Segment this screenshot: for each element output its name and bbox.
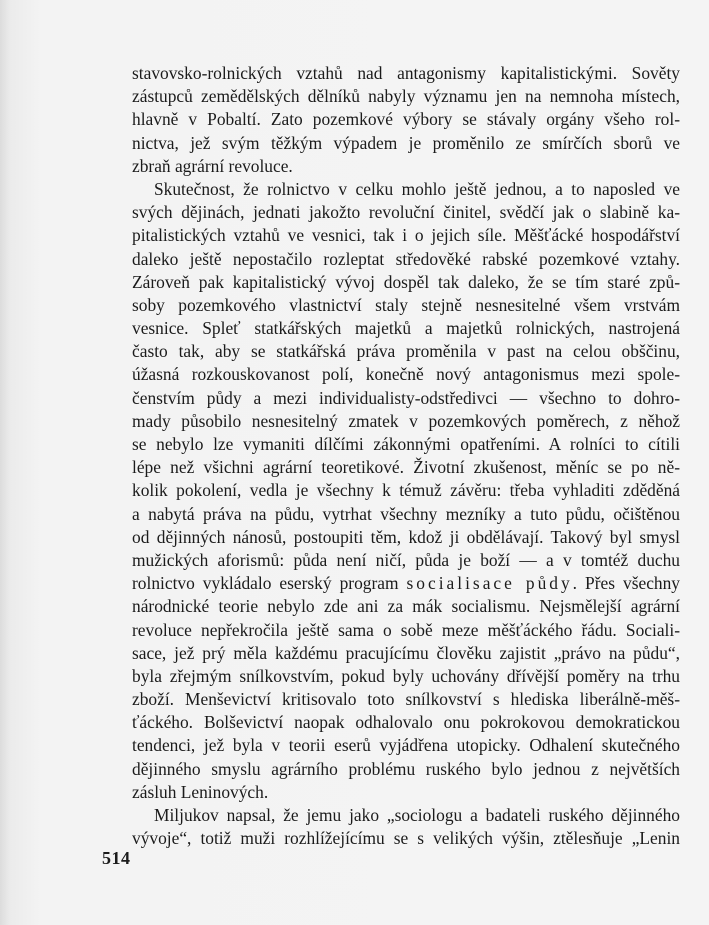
text-line: tendenci, jež byla v teorii eserů vyjádřena utopicky. Odhalení skutečného xyxy=(132,735,680,756)
text-line: a nabytá práva na půdu, vytrhat všechny mezníky a tuto půdu, očištěnou xyxy=(132,503,680,524)
emphasized-term: socialisace půdy xyxy=(406,573,573,594)
text-line: daleko ještě nepostačilo rozleptat středověké rabské pozemkové vztahy. xyxy=(132,248,680,269)
text-line: zboží. Menševictví kritisovalo toto snílkovství s hlediska liberálně-měš- xyxy=(132,689,680,710)
body-text xyxy=(132,62,680,850)
paragraph-2 xyxy=(132,178,680,804)
text-line: sace, jež prý měla každému pracujícímu člověku zajistit „právo na půdu“, xyxy=(132,642,680,663)
paragraph-3 xyxy=(132,804,680,850)
text-line: revoluce nepřekročila ještě sama o sobě meze měšťáckého řádu. Sociali- xyxy=(132,619,680,640)
text-line: úžasná rozkouskovanost polí, konečně nový antagonismus mezi spole- xyxy=(132,364,680,385)
text-line: se nebylo lze vymaniti dílčími zákonnými opatřeními. A rolníci to cítili xyxy=(132,434,680,454)
text-line: Miljukov napsal, že jemu jako „sociologu a badateli ruského dějinného xyxy=(154,805,680,825)
text-line: nictva, jež svým těžkým výpadem je proměnilo ze smírčích sborů ve xyxy=(132,132,680,153)
page-number: 514 xyxy=(102,848,131,868)
text-line: zásluh Leninových. xyxy=(132,781,269,802)
text-line: Zároveň pak kapitalistický vývoj dospěl tak daleko, že se tím staré způ- xyxy=(132,271,680,292)
text-line: zástupců zemědělských dělníků nabyly významu jen na nemnoha místech, xyxy=(132,86,680,107)
text-line: Skutečnost, že rolnictvo v celku mohlo ještě jednou, a to naposled ve xyxy=(154,178,680,199)
text-line: stavovsko-rolnických vztahů nad antagonismy kapitalistickými. Sověty xyxy=(132,63,680,83)
text-line: vesnice. Spleť statkářských majetků a majetků rolnických, nastrojená xyxy=(132,318,680,339)
text-line: hlavně v Pobaltí. Zato pozemkové výbory se stávaly orgány všeho rol- xyxy=(132,109,680,130)
text-line: soby pozemkového vlastnictví staly stejně nesnesitelné všem vrstvám xyxy=(132,294,680,315)
text-line: pitalistických vztahů ve vesnici, tak i o jejich síle. Měšťácké hospodářství xyxy=(132,225,680,246)
text-line: svých dějinách, jednati jakožto revoluční činitel, svědčí jak o slabině ka- xyxy=(132,202,680,223)
text-line: zbraň agrární revoluce. xyxy=(132,155,293,176)
text-line: národnické teorie nebylo zde ani za mák socialismu. Nejsmělejší agrární xyxy=(132,596,680,617)
text-line: dějinného smyslu agrárního problému ruského bylo jednou z největších xyxy=(132,758,680,779)
text-line: vývoje“, totiž muži rozhlížejícímu se s velikých výšin, ztělesňuje „Lenin xyxy=(132,828,680,849)
paragraph-1 xyxy=(132,62,680,178)
text-line: čenstvím půdy a mezi individualisty-odstředivci — všechno to dohro- xyxy=(132,387,680,408)
text-line: často tak, aby se statkářská práva proměnila v past na celou obščinu, xyxy=(132,341,680,362)
text-line: lépe než všichni agrární teoretikové. Životní zkušenost, měníc se po ně- xyxy=(132,457,680,478)
text-line: ťáckého. Bolševictví naopak odhalovalo onu pokrokovou demokratickou xyxy=(132,712,680,733)
text-line: mady působilo nesnesitelný zmatek v pozemkových poměrech, z něhož xyxy=(132,410,680,431)
text-line-spaced-term: rolnictvo vykládalo eserský program socialisace půdy. Přes všechny xyxy=(132,573,681,594)
text-line: byla zřejmým snílkovstvím, pokud byly uchovány dřívější poměry na trhu xyxy=(132,665,680,686)
text-line: mužických aforismů: půda není ničí, půda je boží — a v tomtéž duchu xyxy=(132,549,680,570)
text-line: kolik pokolení, vedla je všechny k témuž závěru: třeba vyhladiti zděděná xyxy=(132,480,680,501)
text-line: od dějinných nánosů, postoupiti těm, kdož ji obdělávají. Takový byl smysl xyxy=(132,526,680,547)
